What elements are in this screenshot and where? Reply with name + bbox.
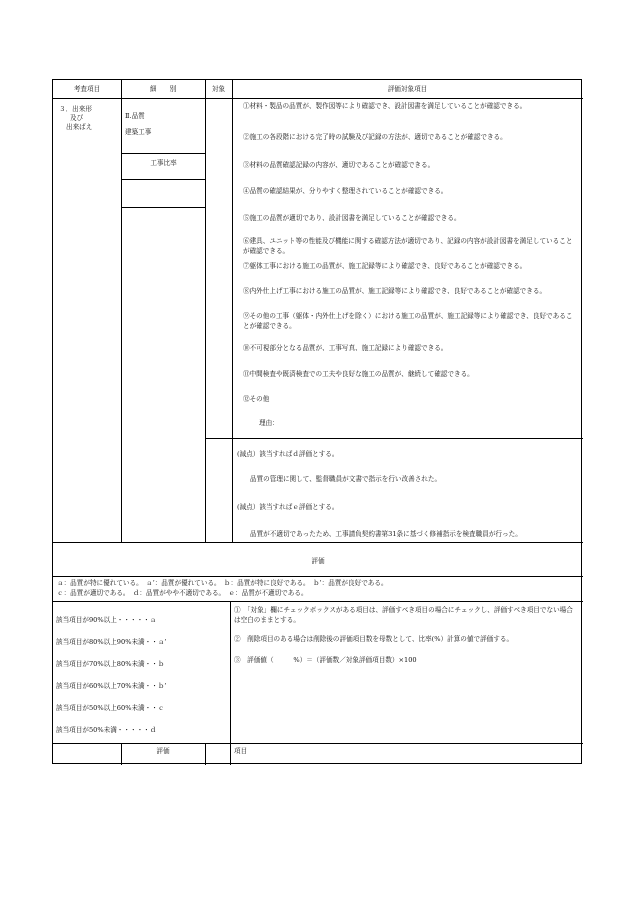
- col-divider-2: [205, 80, 206, 542]
- item-2: ②施工の各段階における完了時の試験及び記録の方法が、適切であることが確認できる。: [243, 133, 507, 141]
- header-assessment-item: 考査項目: [73, 85, 101, 93]
- category-line-2: 及び: [70, 114, 84, 122]
- category-line-3: 出来ばえ: [66, 123, 93, 131]
- deduction-divider: [205, 438, 583, 439]
- scale-row-a-prime: 該当項目が80%以上90%未満・・ａ’: [56, 638, 167, 646]
- grade-definitions-line-2: ｃ：品質が適切である。 ｄ：品質がやや不適切である。 ｅ：品質が不適切である。: [57, 589, 308, 597]
- deduction-e-heading: (減点）該当すればｅ評価とする。: [237, 503, 339, 511]
- item-8: ⑧内外仕上げ工事における施工の品質が、施工記録等により確認でき、良好であることが確認できる。: [243, 287, 547, 295]
- item-10: ⑩不可視部分となる品質が、工事写真、施工記録により確認できる。: [243, 344, 448, 352]
- work-ratio-input[interactable]: [124, 181, 203, 203]
- item-3: ③材料の品質確認記録の内容が、適切であることが確認できる。: [243, 161, 435, 169]
- subcategory-construction: 建築工事: [125, 128, 152, 136]
- note-2: ② 削除項目のある場合は削除後の評価項目数を母数として、比率(%）計算の値で評価する。: [234, 635, 514, 643]
- scale-row-b: 該当項目が70%以上80%未満・・ｂ: [56, 660, 165, 668]
- evaluation-divider-grades: [53, 601, 583, 602]
- note-1: ① 「対象」欄にチェックボックスがある項目は、評価すべき項目の場合にチェックし、評価すべき項目でない場合は空白のままとする。: [234, 606, 573, 624]
- evaluation-sheet: [52, 79, 582, 764]
- evaluation-divider-title: [53, 576, 583, 577]
- item-9: ⑨その他の工事（躯体・内外仕上げを除く）における施工の品質が、施工記録等により確認でき、良好であることが確認できる。: [243, 312, 573, 330]
- footer-col-3: [230, 743, 231, 765]
- evaluation-divider-top: [53, 542, 583, 543]
- deduction-e-example: 品質が不適切であったため、工事請負契約書第31条に基づく修補指示を検査職員が行った。: [250, 530, 522, 538]
- work-ratio-divider: [122, 179, 205, 180]
- evaluation-title: 評価: [311, 557, 325, 565]
- scale-notes-divider: [230, 601, 231, 743]
- scale-row-d: 該当項目が50%未満・・・・・ｄ: [56, 726, 157, 734]
- footer-evaluation-value[interactable]: [206, 744, 229, 764]
- header-divider: [53, 98, 583, 99]
- scale-row-b-prime: 該当項目が60%以上70%未満・・ｂ’: [56, 682, 167, 690]
- col-divider-3: [232, 80, 233, 542]
- item-1: ①材料・製品の品質が、製作図等により確認でき、設計図書を満足していることが確認できる。: [243, 102, 527, 110]
- item-7: ⑦躯体工事における施工の品質が、施工記録等により確認でき、良好であることが確認できる。: [243, 262, 527, 270]
- scale-row-a: 該当項目が90%以上・・・・・ａ: [56, 616, 157, 624]
- item-6: ⑥建具、ユニット等の性能及び機能に関する確認方法が適切であり、記録の内容が設計図書を満足していることが確認できる。: [243, 237, 573, 255]
- subcategory-quality: Ⅱ.品質: [125, 112, 145, 120]
- reason-label: 理由：: [259, 419, 279, 427]
- note-3: ③ 評価値（ %）＝（評価数／対象評価項目数）×100: [234, 656, 417, 664]
- deduction-d-example: 品質の管理に関して、監督職員が文書で指示を行い改善された。: [250, 475, 442, 483]
- item-5: ⑤施工の品質が適切であり、設計図書を満足していることが確認できる。: [243, 214, 461, 222]
- work-ratio-label: 工事比率: [150, 159, 177, 167]
- item-4: ④品質の確認結果が、分りやすく整理されていることが確認できる。: [243, 187, 448, 195]
- col-divider-1: [121, 80, 122, 542]
- item-11: ⑪中間検査や既済検査での工夫や良好な施工の品質が、継続して確認できる。: [243, 370, 474, 378]
- item-12: ⑫その他: [243, 395, 270, 403]
- deduction-d-heading: (減点）該当すればｄ評価とする。: [237, 450, 339, 458]
- scale-row-c: 該当項目が50%以上60%未満・・ｃ: [56, 704, 165, 712]
- footer-evaluation-label: 評価: [156, 747, 170, 755]
- work-ratio-box: [121, 153, 206, 208]
- header-target: 対象: [211, 85, 226, 93]
- footer-divider: [53, 743, 583, 744]
- category-line-1: ３．出来形: [59, 105, 92, 113]
- header-evaluation-items: 評価対象項目: [387, 85, 428, 93]
- footer-item-label: 項目: [234, 747, 248, 755]
- grade-definitions-line-1: ａ：品質が特に優れている。 ａ’：品質が優れている。 ｂ：品質が特に良好である。 ｂ’：品質が良好である。: [57, 579, 388, 587]
- header-breakdown: 細 別: [149, 85, 177, 93]
